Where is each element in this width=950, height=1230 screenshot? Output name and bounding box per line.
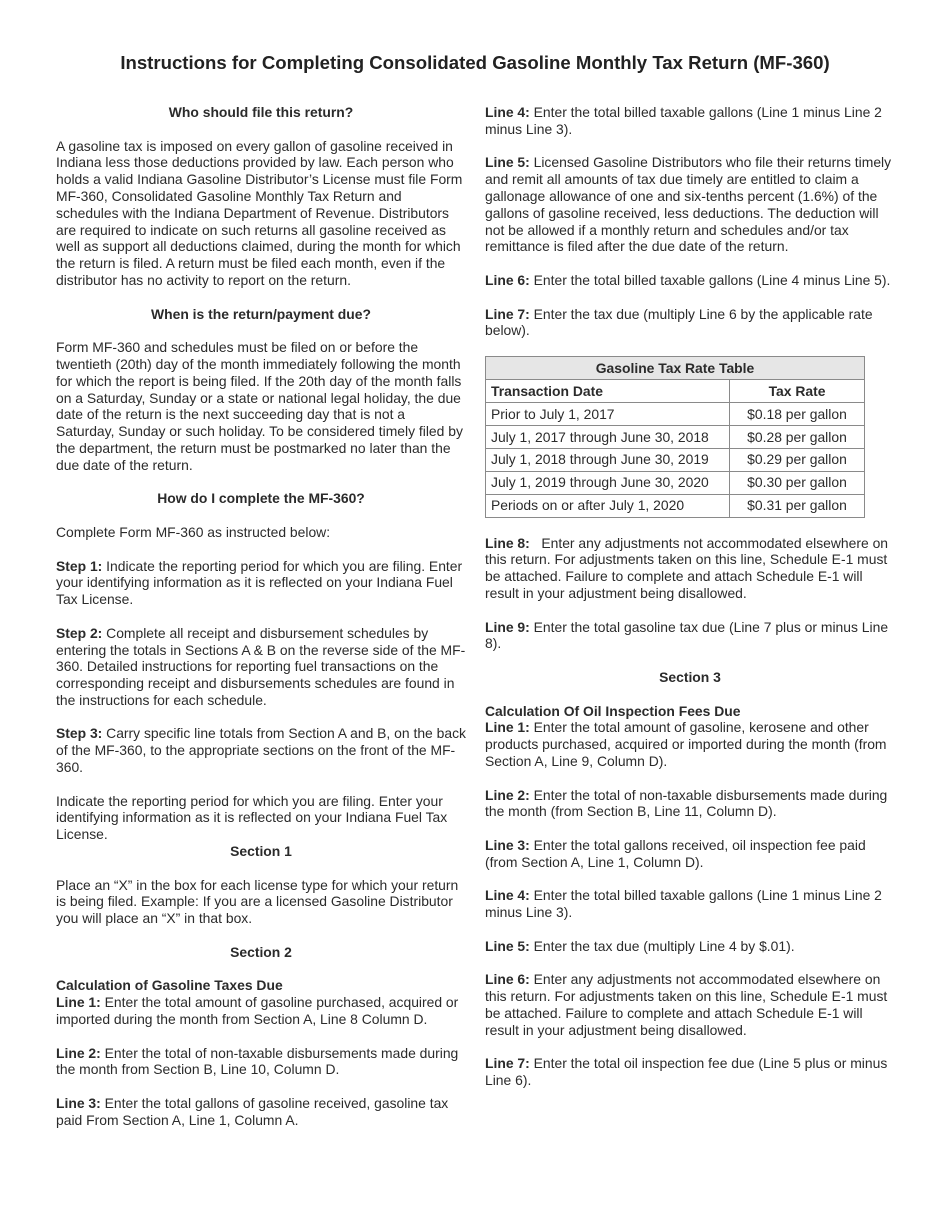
section-3-line-4: [485, 887, 895, 921]
section-2-line-9: [485, 619, 895, 653]
section-2-line-2: [56, 1045, 466, 1079]
step-3-paragraph: [56, 725, 466, 775]
section-2-line-8: [485, 535, 895, 602]
table-row: [486, 425, 865, 448]
section-2-line-3: [56, 1095, 466, 1129]
step-2-text: Complete all receipt and disbursement schedules by entering the totals in Sections A & B on the reverse side of the MF-360. Detailed instructions for reporting fuel transactions on the corresponding receipt and disbursements schedules are found in the instructions for each schedule.: [56, 624, 466, 708]
rate-table-date-cell: July 1, 2017 through June 30, 2018: [486, 425, 730, 448]
table-row: [486, 471, 865, 494]
rate-table-date-cell: Prior to July 1, 2017: [486, 402, 730, 425]
line-label: Line 2:: [56, 1044, 101, 1061]
step-3-text: Carry specific line totals from Section A and B, on the back of the MF-360, to the appropriate sections on the front of the MF-360.: [56, 725, 466, 776]
section-2-line-5: [485, 154, 895, 255]
line-text: Enter the total amount of gasoline, kerosene and other products purchased, acquired or imported during the month (from Section A, Line 9, Column D).: [485, 719, 887, 769]
line-text: Enter the total billed taxable gallons (Line 1 minus Line 2 minus Line 3).: [485, 104, 882, 137]
line-label: Line 3:: [56, 1095, 101, 1112]
left-column: [56, 104, 466, 1145]
step-1-text: Indicate the reporting period for which you are filing. Enter your identifying information as it is reflected on your Indiana Fuel Tax License.: [56, 557, 463, 608]
rate-table-date-cell: July 1, 2019 through June 30, 2020: [486, 471, 730, 494]
rate-table-header-rate: Tax Rate: [730, 379, 865, 402]
section-2-line-7: [485, 306, 895, 340]
line-label: Line 8:: [485, 534, 530, 551]
line-label: Line 5:: [485, 937, 530, 954]
line-text: Enter the tax due (multiply Line 4 by $.01).: [529, 937, 795, 954]
line-label: Line 1:: [485, 719, 530, 736]
section-2-line-1: [56, 994, 466, 1028]
rate-table-rate-cell: $0.18 per gallon: [730, 402, 865, 425]
section-3-line-5: [485, 938, 895, 955]
rate-table-header-date: Transaction Date: [486, 379, 730, 402]
rate-table-rate-cell: $0.29 per gallon: [730, 448, 865, 471]
line-text: Enter the total billed taxable gallons (Line 4 minus Line 5).: [529, 271, 891, 288]
due-date-heading: When is the return/payment due?: [151, 305, 371, 322]
who-should-file-paragraph: A gasoline tax is imposed on every gallon of gasoline received in Indiana less those deductions provided by law. Each person who holds a valid Indiana Gasoline Distributor’s License must file Form MF-360, Consolidated Gasoline Monthly Tax Return and schedules with the Indiana Department of Revenue. Distributors are required to indicate on such returns all gasoline received as well as support all deductions claimed, during the month for which the return is filed. A return must be filed each month, even if the distributor has no activity to report on the return.: [56, 137, 463, 288]
rate-table-rate-cell: $0.28 per gallon: [730, 425, 865, 448]
page-title: Instructions for Completing Consolidated Gasoline Monthly Tax Return (MF-360): [120, 52, 830, 73]
section-3-line-3: [485, 837, 895, 871]
line-text: Enter the total of non-taxable disbursements made during the month from Section B, Line 10, Column D.: [56, 1044, 459, 1078]
table-row: [486, 402, 865, 425]
line-text: Enter the total gallons of gasoline received, gasoline tax paid From Section A, Line 1, Column A.: [56, 1095, 449, 1128]
how-to-complete-intro: Complete Form MF-360 as instructed below:: [56, 523, 331, 540]
line-text: Enter the total oil inspection fee due (Line 5 plus or minus Line 6).: [485, 1055, 888, 1089]
section-2-line-4: [485, 104, 895, 138]
line-label: Line 4:: [485, 104, 530, 120]
section-3-line-1: [485, 719, 895, 769]
line-label: Line 7:: [485, 305, 530, 322]
line-label: Line 5:: [485, 154, 530, 171]
rate-table-rate-cell: $0.30 per gallon: [730, 471, 865, 494]
reporting-period-paragraph: Indicate the reporting period for which you are filing. Enter your identifying information as it is reflected on your Indiana Fuel Tax License.: [56, 792, 448, 843]
how-to-complete-heading: How do I complete the MF-360?: [157, 490, 365, 507]
line-label: Line 6:: [485, 971, 530, 988]
who-should-file-heading: Who should file this return?: [168, 104, 354, 120]
line-label: Line 3:: [485, 836, 530, 853]
table-row: [486, 448, 865, 471]
line-text: Enter the total of non-taxable disbursements made during the month (from Section B, Line 11, Column D).: [485, 786, 888, 820]
rate-table-rate-cell: $0.31 per gallon: [730, 494, 865, 517]
due-date-paragraph: Form MF-360 and schedules must be filed on or before the twentieth (20th) day of the month immediately following the month for which the report is being filed. If the 20th day of the month falls on a Saturday, Sunday or a state or national legal holiday, the due date of the return is the next succeeding day that is not a Saturday, Sunday or such holiday. To be considered timely filed by the department, the return must be postmarked no later than the due date of the return.: [56, 339, 463, 473]
step-2-label: Step 2:: [56, 624, 103, 641]
section-2-heading: Section 2: [230, 943, 292, 960]
section-3-line-7: [485, 1055, 895, 1089]
section-2-line-6: [485, 272, 895, 289]
line-label: Line 1:: [56, 994, 101, 1011]
step-1-label: Step 1:: [56, 557, 103, 574]
step-1-paragraph: [56, 558, 466, 608]
line-text: Enter any adjustments not accommodated elsewhere on this return. For adjustments taken on this line, Schedule E-1 must be attached. Failure to complete and attach Schedule E-1 will result in your adjustment being disallowed.: [485, 534, 892, 602]
rate-table-date-cell: Periods on or after July 1, 2020: [486, 494, 730, 517]
line-text: Enter the tax due (multiply Line 6 by the applicable rate below).: [485, 305, 873, 339]
line-text: Enter the total amount of gasoline purchased, acquired or imported during the month from Section A, Line 8 Column D.: [56, 994, 459, 1028]
section-3-line-6: [485, 971, 895, 1038]
table-row: [486, 494, 865, 517]
step-2-paragraph: [56, 625, 466, 709]
line-label: Line 6:: [485, 271, 530, 288]
right-column: [485, 104, 895, 1106]
line-text: Licensed Gasoline Distributors who file their returns timely and remit all amounts of tax due timely are entitled to claim a gallonage allowance of one and six-tenths percent (1.6%) of the gallons of gasoline received, less deductions. The deduction will not be allowed if a monthly return and schedules and/or tax remittance is filed after the due date of the return.: [485, 154, 892, 255]
line-label: Line 7:: [485, 1055, 530, 1072]
line-text: Enter any adjustments not accommodated elsewhere on this return. For adjustments taken on this line, Schedule E-1 must be attached. Failure to complete and attach Schedule E-1 will result in your adjustment being disallowed.: [485, 971, 888, 1038]
rate-table-date-cell: July 1, 2018 through June 30, 2019: [486, 448, 730, 471]
section-1-heading: Section 1: [230, 843, 292, 860]
line-label: Line 4:: [485, 887, 530, 904]
gasoline-tax-rate-table: [485, 356, 865, 518]
line-text: Enter the total billed taxable gallons (Line 1 minus Line 2 minus Line 3).: [485, 887, 882, 921]
line-text: Enter the total gallons received, oil inspection fee paid (from Section A, Line 1, Column D).: [485, 836, 866, 870]
rate-table-caption: Gasoline Tax Rate Table: [486, 356, 865, 379]
line-label: Line 9:: [485, 618, 530, 635]
section-3-heading: Section 3: [659, 669, 721, 686]
section-3-subheading: Calculation Of Oil Inspection Fees Due: [485, 702, 741, 719]
section-1-paragraph: Place an “X” in the box for each license type for which your return is being filed. Example: If you are a licensed Gasoline Distributor you will place an “X” in that box.: [56, 876, 459, 927]
line-text: Enter the total gasoline tax due (Line 7 plus or minus Line 8).: [485, 618, 889, 652]
section-3-line-2: [485, 787, 895, 821]
step-3-label: Step 3:: [56, 725, 103, 742]
line-label: Line 2:: [485, 786, 530, 803]
section-2-subheading: Calculation of Gasoline Taxes Due: [56, 977, 283, 994]
